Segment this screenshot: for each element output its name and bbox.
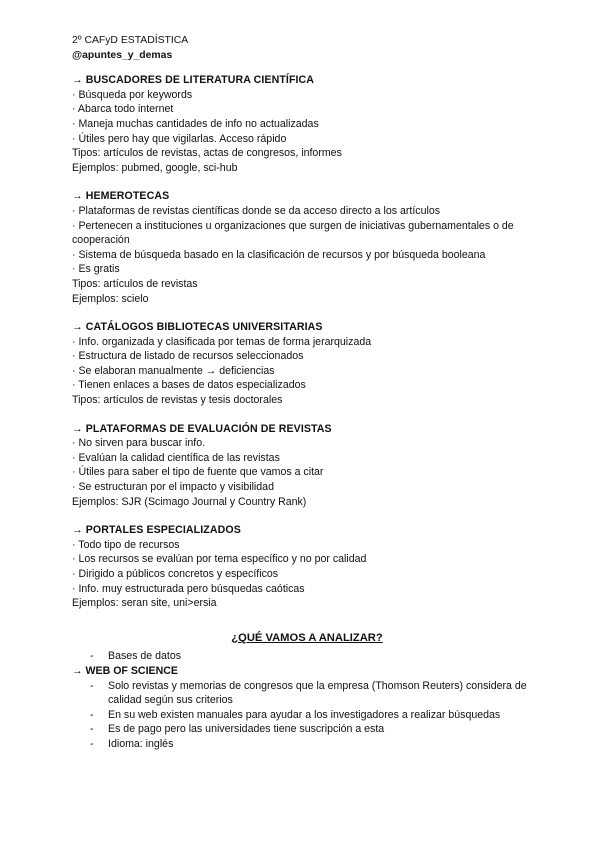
section-line: · Estructura de listado de recursos seleccionados <box>72 350 304 363</box>
section-line: Ejemplos: SJR (Scimago Journal y Country Rank) <box>72 495 307 508</box>
document-page <box>72 34 532 752</box>
section-line: · Evalúan la calidad científica de las revistas <box>72 451 280 464</box>
section-line: · Maneja muchas cantidades de info no actualizadas <box>72 117 319 130</box>
list-item <box>72 737 532 752</box>
list-item-text: En su web existen manuales para ayudar a los investigadores a realizar búsquedas <box>108 708 501 721</box>
section <box>72 73 532 175</box>
section-line: · Se elaboran manualmente → deficiencias <box>72 364 275 377</box>
section-line: Tipos: artículos de revistas <box>72 277 198 290</box>
dash-marker: - <box>90 723 94 736</box>
section-line: · Abarca todo internet <box>72 103 174 116</box>
section-line: · Los recursos se evalúan por tema específico y no por calidad <box>72 553 367 566</box>
section-line: · Pertenecen a instituciones u organizaciones que surgen de iniciativas gubernamentales o de cooperación <box>72 219 514 247</box>
course-header: 2º CAFyD ESTADÍSTICA <box>72 35 189 46</box>
section-line: · Útiles pero hay que vigilarlas. Acceso rápido <box>72 132 287 145</box>
section-line: · Se estructuran por el impacto y visibilidad <box>72 481 274 494</box>
dash-marker: - <box>90 737 94 750</box>
section-title: → PORTALES ESPECIALIZADOS <box>72 524 241 537</box>
wos-list <box>72 679 532 752</box>
list-item <box>72 722 532 737</box>
section <box>72 422 532 510</box>
section <box>72 189 532 306</box>
section-title: → PLATAFORMAS DE EVALUACIÓN DE REVISTAS <box>72 422 332 435</box>
author-handle: @apuntes_y_demas <box>72 49 173 61</box>
list-item-text: Solo revistas y memorias de congresos que la empresa (Thomson Reuters) considera de calidad según sus criterios <box>108 679 527 707</box>
wos-title: → WEB OF SCIENCE <box>72 664 178 677</box>
dash-marker: - <box>90 650 94 663</box>
section-line: · Útiles para saber el tipo de fuente que vamos a citar <box>72 466 324 479</box>
list-item <box>72 649 532 664</box>
section-line: Ejemplos: seran site, uni>ersia <box>72 597 217 610</box>
section-line: Ejemplos: pubmed, google, sci-hub <box>72 161 238 174</box>
section-line: Ejemplos: scielo <box>72 292 149 305</box>
dash-marker: - <box>90 679 94 692</box>
section-line: · Búsqueda por keywords <box>72 88 193 101</box>
section-title: → CATÁLOGOS BIBLIOTECAS UNIVERSITARIAS <box>72 321 323 334</box>
section-line: · Sistema de búsqueda basado en la clasificación de recursos y por búsqueda booleana <box>72 248 486 261</box>
section-line: · Info. muy estructurada pero búsquedas caóticas <box>72 582 305 595</box>
section-line: Tipos: artículos de revistas, actas de congresos, informes <box>72 147 342 160</box>
section-title: → BUSCADORES DE LITERATURA CIENTÍFICA <box>72 74 315 87</box>
section <box>72 320 532 408</box>
section-line: · Es gratis <box>72 263 120 276</box>
analysis-title: ¿QUÉ VAMOS A ANALIZAR? <box>231 631 383 644</box>
list-item-text: Bases de datos <box>108 650 182 663</box>
section-title: → HEMEROTECAS <box>72 190 170 203</box>
list-item <box>72 708 532 723</box>
section-line: · Todo tipo de recursos <box>72 538 180 551</box>
section-line: · Info. organizada y clasificada por temas de forma jerarquizada <box>72 335 372 348</box>
dash-marker: - <box>90 708 94 721</box>
section-line: · Plataformas de revistas científicas donde se da acceso directo a los artículos <box>72 204 441 217</box>
section-line: · No sirven para buscar info. <box>72 437 206 450</box>
list-item-text: Idioma: inglés <box>108 737 174 750</box>
list-item <box>72 679 532 708</box>
section <box>72 523 532 611</box>
section-line: Tipos: artículos de revistas y tesis doctorales <box>72 394 283 407</box>
list-item-text: Es de pago pero las universidades tiene suscripción a esta <box>108 723 385 736</box>
section-line: · Dirigido a públicos concretos y específicos <box>72 568 279 580</box>
section-line: · Tienen enlaces a bases de datos especializados <box>72 379 306 392</box>
sections-container <box>72 73 532 611</box>
